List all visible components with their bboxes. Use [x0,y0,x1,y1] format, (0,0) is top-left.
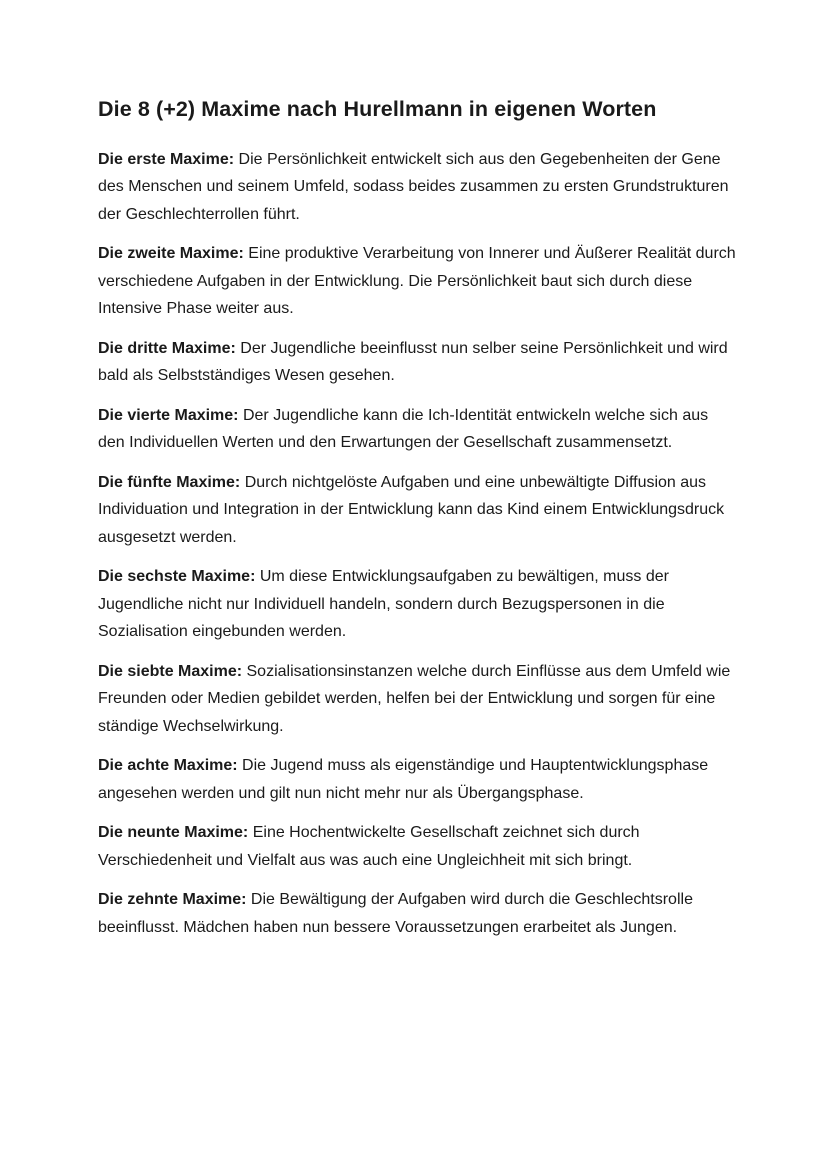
maxim-paragraph-5 [98,469,738,552]
maxim-heading: Die erste Maxime: [98,150,235,168]
maxim-paragraph-10 [98,886,738,941]
document-title: Die 8 (+2) Maxime nach Hurellmann in eigenen Worten [98,97,657,121]
maxim-paragraph-2 [98,240,738,323]
maxim-heading: Die neunte Maxime: [98,824,249,842]
maxim-heading: Die zweite Maxime: [98,245,244,263]
maxim-text: Der Jugendliche beeinflusst nun selber seine Persönlichkeit und wird bald als Selbstständiges Wesen gesehen. [98,339,728,385]
maxim-heading: Die zehnte Maxime: [98,891,247,909]
document-page [98,96,738,953]
maxim-text: Der Jugendliche kann die Ich-Identität entwickeln welche sich aus den Individuellen Werten und den Erwartungen der Gesellschaft zusammensetzt. [98,406,709,452]
maxim-paragraph-7 [98,658,738,741]
maxim-text: Eine Hochentwickelte Gesellschaft zeichnet sich durch Verschiedenheit und Vielfalt aus was auch eine Ungleichheit mit sich bringt. [98,824,640,869]
maxim-heading: Die siebte Maxime: [98,662,243,680]
maxim-text: Die Persönlichkeit entwickelt sich aus den Gegebenheiten der Gene des Menschen und seinem Umfeld, sodass beides zusammen zu ersten Grundstrukturen der Geschlechterrollen führt. [98,150,729,223]
maxim-heading: Die achte Maxime: [98,757,238,775]
maxim-paragraph-3 [98,335,738,390]
maxim-paragraph-8 [98,752,738,807]
maxim-text: Sozialisationsinstanzen welche durch Einflüsse aus dem Umfeld wie Freunden oder Medien gebildet werden, helfen bei der Entwicklung und sorgen für eine ständige Wechselwirkung. [98,662,731,735]
maxim-text: Um diese Entwicklungsaufgaben zu bewältigen, muss der Jugendliche nicht nur Individuell handeln, sondern durch Bezugspersonen in die Sozialisation eingebunden werden. [98,568,669,641]
maxim-heading: Die dritte Maxime: [98,339,236,357]
maxim-paragraph-9 [98,819,738,874]
maxim-text: Die Jugend muss als eigenständige und Hauptentwicklungsphase angesehen werden und gilt nun nicht mehr nur als Übergangsphase. [98,757,709,802]
maxim-text: Eine produktive Verarbeitung von Innerer und Äußerer Realität durch verschiedene Aufgaben in der Entwicklung. Die Persönlichkeit baut sich durch diese Intensive Phase weiter aus. [98,245,736,318]
maxim-paragraph-4 [98,402,738,457]
maxim-text: Die Bewältigung der Aufgaben wird durch die Geschlechtsrolle beeinflusst. Mädchen haben nun bessere Voraussetzungen erarbeitet als Jungen. [98,891,693,936]
maxim-paragraph-1 [98,146,738,229]
maxim-heading: Die vierte Maxime: [98,406,239,424]
maxim-heading: Die sechste Maxime: [98,568,256,586]
maxim-text: Durch nichtgelöste Aufgaben und eine unbewältigte Diffusion aus Individuation und Integration in der Entwicklung kann das Kind einem Entwicklungsdruck ausgesetzt werden. [98,473,725,546]
maxim-heading: Die fünfte Maxime: [98,473,241,491]
maxim-paragraph-6 [98,563,738,646]
